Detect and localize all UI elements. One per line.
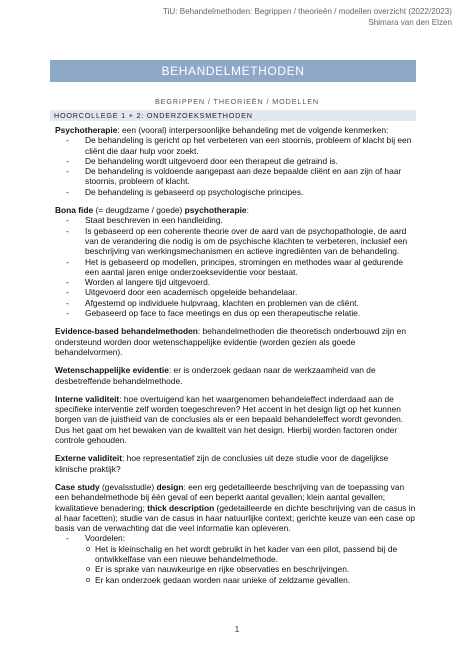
list-item: - Afgestemd op individuele hulpvraag, klachten en problemen van de cliënt.	[55, 298, 417, 308]
list-item: - Staat beschreven in een handleiding.	[55, 215, 417, 225]
list-item: - De behandeling is gebaseerd op psychologische principes.	[55, 187, 417, 197]
document-body	[55, 125, 417, 585]
page-header	[163, 7, 452, 28]
list-item: - Worden al langere tijd uitgevoerd.	[55, 277, 417, 287]
case-study-definition: Case study (gevalsstudie) design: een erg gedetailleerde beschrijving van de toepassing van een behandelmethode bij één geval of een beperkt aantal gevallen; klein aantal gevallen; kwalitatieve benadering; thick description (gedetailleerde en dichte beschrijving van de casus in al haar facetten); studie van de casus in haar natuurlijke context; gerichte keuze van een case op basis van de verwachting dat die veel informatie kan opleveren.	[55, 481, 416, 534]
interne-validiteit-definition: Interne validiteit: hoe overtuigend kan het waargenomen behandeleffect inderdaad aan de specifieke interventie zelf worden toegeschreven? Het accent in het design ligt op het kunnen borgen van de juistheid van de conclusies als er een bepaald behandeleffect wordt gevonden. Dus het gaat om het bewaken van de kwaliteit van het design. Hierbij worden factoren onder controle gehouden.	[55, 393, 404, 446]
voordelen-label: - Voordelen:	[55, 533, 417, 543]
externe-validiteit-definition: Externe validiteit: hoe representatief zijn de conclusies uit deze studie voor de dagelijkse klinische praktijk?	[55, 453, 389, 474]
list-item: - De behandeling is gericht op het verbeteren van een stoornis, probleem of klacht bij een cliënt die daar hulp voor zoekt.	[55, 135, 417, 156]
psychotherapie-definition: Psychotherapie: een (vooral) interpersoonlijke behandeling met de volgende kenmerken:	[55, 125, 389, 135]
wetenschappelijke-evidentie-definition: Wetenschappelijke evidentie: er is onderzoek gedaan naar de werkzaamheid van de desbetreffende behandelmethode.	[55, 365, 376, 386]
list-item: - De behandeling is voldoende aangepast aan deze bepaalde cliënt en aan zijn of haar stoornis, probleem of klacht.	[55, 166, 417, 187]
header-author: Shimara van den Elzen	[368, 17, 452, 27]
header-course-title: TiU: Behandelmethoden: Begrippen / theorieën / modellen overzicht (2022/2023)	[162, 7, 452, 16]
document-subtitle: BEGRIPPEN / THEORIEËN / MODELLEN	[154, 97, 320, 106]
voordelen-list	[55, 544, 417, 585]
page-number: 1	[234, 625, 240, 634]
list-item: - Gebaseerd op face to face meetings en dus op een therapeutische relatie.	[55, 308, 417, 318]
bona-fide-definition: Bona fide (= deugdzame / goede) psychotherapie:	[55, 205, 249, 216]
document-title: BEHANDELMETHODEN	[50, 60, 416, 82]
psychotherapie-list	[55, 135, 417, 197]
list-item: o Er kan onderzoek gedaan worden naar unieke of zeldzame gevallen.	[55, 575, 417, 585]
bona-fide-list	[55, 215, 417, 318]
list-item: o Er is sprake van nauwkeurige en rijke observaties en beschrijvingen.	[55, 564, 417, 574]
list-item: - Het is gebaseerd op modellen, principes, stromingen en methodes waar al gedurende een aantal jaren enige onderzoeksevidentie voor bestaat.	[55, 257, 417, 278]
list-item: - Uitgevoerd door een academisch opgeleide behandelaar.	[55, 287, 417, 297]
term-psychotherapie: Psychotherapie	[55, 125, 118, 135]
list-item: o Het is kleinschalig en het wordt gebruikt in het kader van een pilot, passend bij de ontwikkelfase van een nieuwe behandelmethode.	[55, 544, 417, 565]
term-bona-fide: Bona fide	[55, 205, 94, 216]
case-study-list	[55, 533, 417, 543]
evidence-based-definition: Evidence-based behandelmethoden: behandelmethoden die theoretisch onderbouwd zijn en ondersteund worden door wetenschappelijke evidentie (worden gezien als goede behandelvormen).	[55, 326, 407, 357]
list-item: - Is gebaseerd op een coherente theorie over de aard van de psychopathologie, de aard van de verandering die nodig is om de psychische klachten te verbeteren, inclusief een beschrijving van werkingsmechanismen en actieve ingrediënten van de behandeling.	[55, 226, 417, 257]
list-item: - De behandeling wordt uitgevoerd door een therapeut die getraind is.	[55, 156, 417, 166]
section-heading: HOORCOLLEGE 1 + 2: ONDERZOEKSMETHODEN	[50, 110, 416, 121]
